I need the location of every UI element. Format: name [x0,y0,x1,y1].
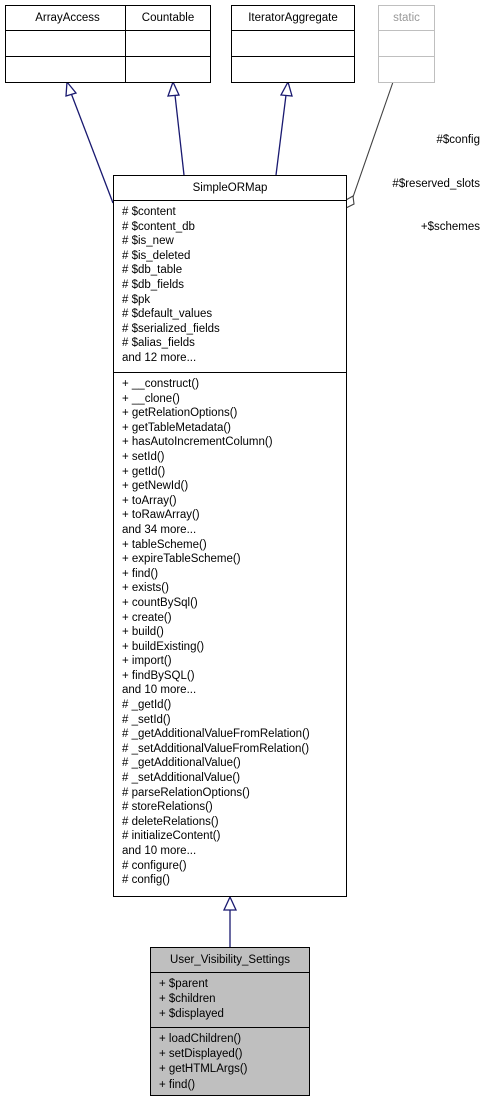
countable-box[interactable] [125,5,211,83]
method: + countBySql() [122,596,198,609]
arrowhead-subclass [224,897,236,910]
method: + __construct() [122,378,200,390]
attribute: # $pk [122,293,151,306]
diamond-static [346,196,354,208]
user-visibility-settings-box[interactable] [150,947,310,1096]
method: + findBySQL() [122,669,195,682]
countable-attributes [126,30,210,56]
user-visibility-settings-title: User_Visibility_Settings [170,954,290,966]
user-visibility-settings-attributes [151,972,309,1027]
simpleormap-methods [114,372,346,888]
more-attributes: and 12 more... [122,351,197,364]
method: + toArray() [122,494,177,507]
attribute: # $content_db [122,220,195,233]
method: + getHTMLArgs() [159,1063,248,1076]
method: # _getAdditionalValueFromRelation() [122,728,310,741]
method: + import() [122,655,172,668]
attribute: # $db_fields [122,278,185,291]
attribute: + $children [159,993,216,1006]
method: # _getAdditionalValue() [122,757,241,770]
attribute: # $alias_fields [122,337,195,350]
method: + getRelationOptions() [122,407,238,420]
method: + __clone() [122,392,180,405]
arrowhead-iteratoraggregate [281,82,292,96]
static-attributes [379,30,434,56]
edge-arrayaccess [71,93,113,203]
method: + build() [122,626,164,639]
attribute: # $content [122,206,176,218]
method: # deleteRelations() [122,815,219,828]
attribute: # $is_deleted [122,249,191,262]
method: + hasAutoIncrementColumn() [122,436,273,449]
more-methods: and 10 more... [122,684,197,697]
method: + find() [122,567,159,580]
iteratoraggregate-box[interactable] [231,5,355,83]
arrowhead-countable [168,82,179,96]
iteratoraggregate-attributes [232,30,354,56]
countable-methods [126,56,210,82]
edge-label-schemes: +$schemes [420,221,480,233]
method: + expireTableScheme() [122,553,241,566]
method: + setId() [122,450,165,463]
iteratoraggregate-title: IteratorAggregate [248,12,338,24]
method: # storeRelations() [122,801,213,814]
simpleormap-attributes [114,200,346,372]
static-edge-labels [366,104,480,249]
simpleormap-title: SimpleORMap [192,182,268,194]
attribute: + $parent [159,978,208,990]
method: # configure() [122,859,187,872]
static-methods [379,56,434,82]
attribute: + $displayed [159,1008,224,1021]
method: # _setAdditionalValue() [122,772,241,785]
arrayaccess-attributes [6,30,129,56]
static-box[interactable] [378,5,435,83]
method: + getTableMetadata() [122,421,231,434]
method: + setDisplayed() [159,1048,243,1061]
edge-label-reserved-slots: #$reserved_slots [392,177,480,190]
arrayaccess-title: ArrayAccess [35,12,100,24]
method: # parseRelationOptions() [122,786,250,799]
attribute: # $db_table [122,264,183,277]
method: # _setId() [122,713,171,726]
more-methods: and 10 more... [122,845,197,857]
arrayaccess-box[interactable] [5,5,130,83]
countable-title: Countable [141,12,195,24]
simpleormap-box[interactable] [113,175,347,897]
method: + getId() [122,465,166,478]
arrowhead-arrayaccess [66,82,76,96]
attribute: # $is_new [122,235,174,248]
method: + find() [159,1078,196,1091]
method: + tableScheme() [122,538,207,551]
edge-iteratoraggregate [276,95,286,175]
iteratoraggregate-methods [232,56,354,82]
method: + getNewId() [122,480,189,493]
method: # initializeContent() [122,830,221,843]
method: + buildExisting() [122,640,205,653]
attribute: # $default_values [122,308,213,321]
arrayaccess-methods [6,56,129,82]
method: # config() [122,874,170,887]
more-methods: and 34 more... [122,523,197,536]
static-title: static [393,12,420,24]
method: # _getId() [122,699,172,712]
method: # _setAdditionalValueFromRelation() [122,742,310,755]
method: + loadChildren() [159,1033,242,1045]
user-visibility-settings-methods [151,1027,309,1093]
method: + toRawArray() [122,509,200,522]
edge-countable [175,95,184,175]
attribute: # $serialized_fields [122,322,220,335]
method: + create() [122,611,172,624]
method: + exists() [122,582,169,595]
edge-label-config: #$config [436,134,480,146]
